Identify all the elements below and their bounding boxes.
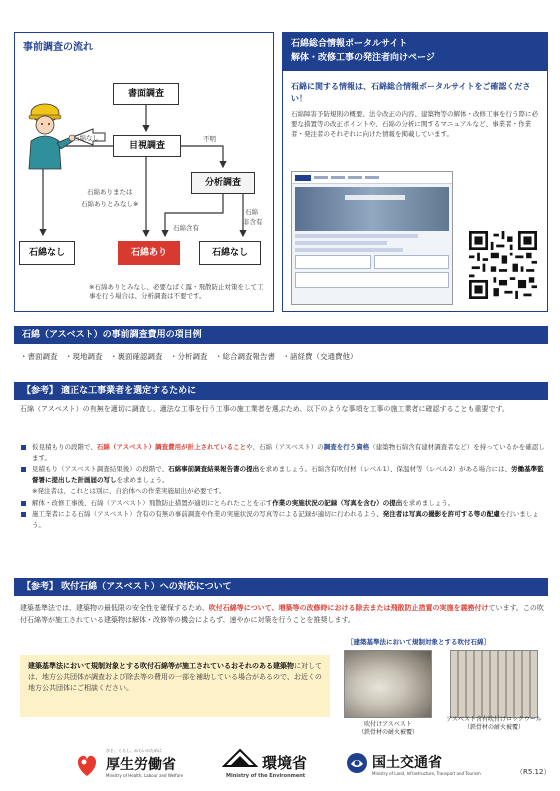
survey-flow-panel xyxy=(14,32,274,312)
portal-panel xyxy=(282,32,548,312)
label-none: 石綿なし xyxy=(73,134,99,142)
mhlw-mark-icon xyxy=(74,752,100,778)
notice-note: ※発注者は、これとは別に、自治体への作業実施届出が必要です。 xyxy=(32,486,226,495)
mlit-logo: 国土交通省 Ministry of Land, Infrastructure, Transport and Tourism xyxy=(346,748,486,782)
worker-illustration xyxy=(23,101,75,171)
label-contains: 石綿含有 xyxy=(173,224,199,232)
contractor-checklist xyxy=(20,442,548,532)
list-item: 見積もり（アスベスト調査結果後）の段階で、石綿事前調査結果報告書の提出を求めましょう。石綿含有吹付材（レベル1）、保温材等（レベル2）がある場合には、労働基準監督署に提出した計画届の写しを求めましょう。 ※発注者は、これとは別に、自治体への作業実施届出が必要です。 xyxy=(20,464,548,496)
sprayed-asbestos-intro: 建築基準法では、建築物の最低限の安全性を確保するため、吹付石綿等について、増築等の改修時における除去または飛散防止措置の実施を義務付けています。この吹付石綿等が施工されている建築物は解体・改修等の機会によらず、速やかに対策を行うことを推奨します。 xyxy=(20,604,544,624)
box-no-asbestos-1: 石綿なし xyxy=(19,241,75,265)
photo1-caption: 吹付けアスベスト （鉄骨材の耐火被覆） xyxy=(357,721,418,737)
label-present-or: 石綿ありまたは xyxy=(87,188,133,196)
list-item: 仮見積もりの段階で、石綿（アスベスト）調査費用が計上されていることや、石綿（アスベスト）の調査を行う資格（建築物石綿含有建材調査者など）を持っているかを確認します。 xyxy=(20,442,548,463)
list-item: 解体・改修工事後、石綿（アスベスト）飛散防止措置が適切にとられたことを示す作業の実施状況の記録（写真を含む）の提出を求めましょう。 xyxy=(20,498,548,509)
subsidy-notice: 建築基準法において規制対象とする吹付石綿等が施工されているおそれのある建築物に対しては、地方公共団体が調査および除去等の費用の一部を補助している場合があるので、お近くの地方公共団体にご相談ください。 xyxy=(20,655,330,717)
survey-cost-items: ・書面調査 ・現地調査 ・裏面確認調査 ・分析調査 ・総合調査報告書 ・諸経費（交通費他） xyxy=(20,352,358,361)
mhlw-logo: ひと、くらし、みらいのために 厚生労働省 Ministry of Health, Labour and Welfare xyxy=(74,748,204,782)
arrow-visual-analysis xyxy=(181,146,223,167)
portal-screenshot xyxy=(291,171,453,305)
portal-header-line1: 石綿総合情報ポータルサイト xyxy=(291,39,408,49)
qr-code-icon[interactable] xyxy=(469,231,537,299)
list-item: 施工業者による石綿（アスベスト）含有の有無の事前調査や作業の実施状況の写真等による記録が適切に行われるよう、発注者は写真の撮影を許可する等の配慮を行いましょう。 xyxy=(20,509,548,530)
moe-logo: 環境省 Ministry of the Environment xyxy=(222,748,332,782)
portal-body: 石綿障害予防規則の概要、法令改正の内容、建築物等の解体・改修工事を行う際に必要な措置等の改正ポイントや、石綿の分析に関するマニュアルなど、事業者・作業者・発注者のそれぞれに向けた情報を掲載しています。 xyxy=(291,110,538,139)
rockwool-photo xyxy=(450,650,538,718)
sprayed-asbestos-photo xyxy=(344,650,432,718)
flow-footnote: ※石綿ありとみなし、必要なばく露・飛散防止対策をして工事を行う場合は、分析調査は不要です。 xyxy=(89,283,264,301)
box-document-survey: 書面調査 xyxy=(113,83,179,105)
label-deemed: 石綿ありとみなし※ xyxy=(81,200,139,208)
select-contractor-intro: 石綿（アスベスト）の有無を適切に調査し、適法な工事を行う工事の施工業者を選ぶため、以下のような事項を工事の施工業者に確認することも重要です。 xyxy=(20,405,509,413)
label-free-2: 非含有 xyxy=(243,218,263,226)
portal-header xyxy=(283,33,547,71)
flow-title: 事前調査の流れ xyxy=(23,42,93,53)
box-visual-survey: 目視調査 xyxy=(113,135,181,157)
box-asbestos-present: 石綿あり xyxy=(118,241,180,265)
portal-lead: 石綿に関する情報は、石綿総合情報ポータルサイトをご確認ください！ xyxy=(291,82,531,103)
mlit-mark-icon xyxy=(346,752,368,774)
label-free-1: 石綿 xyxy=(245,208,258,216)
box-analysis-survey: 分析調査 xyxy=(191,172,255,194)
section-sprayed-asbestos-title: 【参考】 吹付石綿（アスベスト）への対応について xyxy=(14,578,548,596)
box-no-asbestos-2: 石綿なし xyxy=(199,241,261,265)
label-unknown: 不明 xyxy=(203,135,216,143)
portal-header-line2: 解体・改修工事の発注者向けページ xyxy=(291,52,435,63)
moe-mark-icon xyxy=(222,748,258,770)
photo-section-caption: ［建築基準法において規制対象とする吹付石綿］ xyxy=(347,638,490,646)
issue-date: （R5.12） xyxy=(516,768,551,776)
section-survey-cost-title: 石綿（アスベスト）の事前調査費用の項目例 xyxy=(14,326,548,344)
section-select-contractor-title: 【参考】 適正な工事業者を選定するために xyxy=(14,382,548,400)
photo2-caption: アスベスト含有吹付けロックウール （鉄骨材の耐火被覆） xyxy=(446,716,542,732)
